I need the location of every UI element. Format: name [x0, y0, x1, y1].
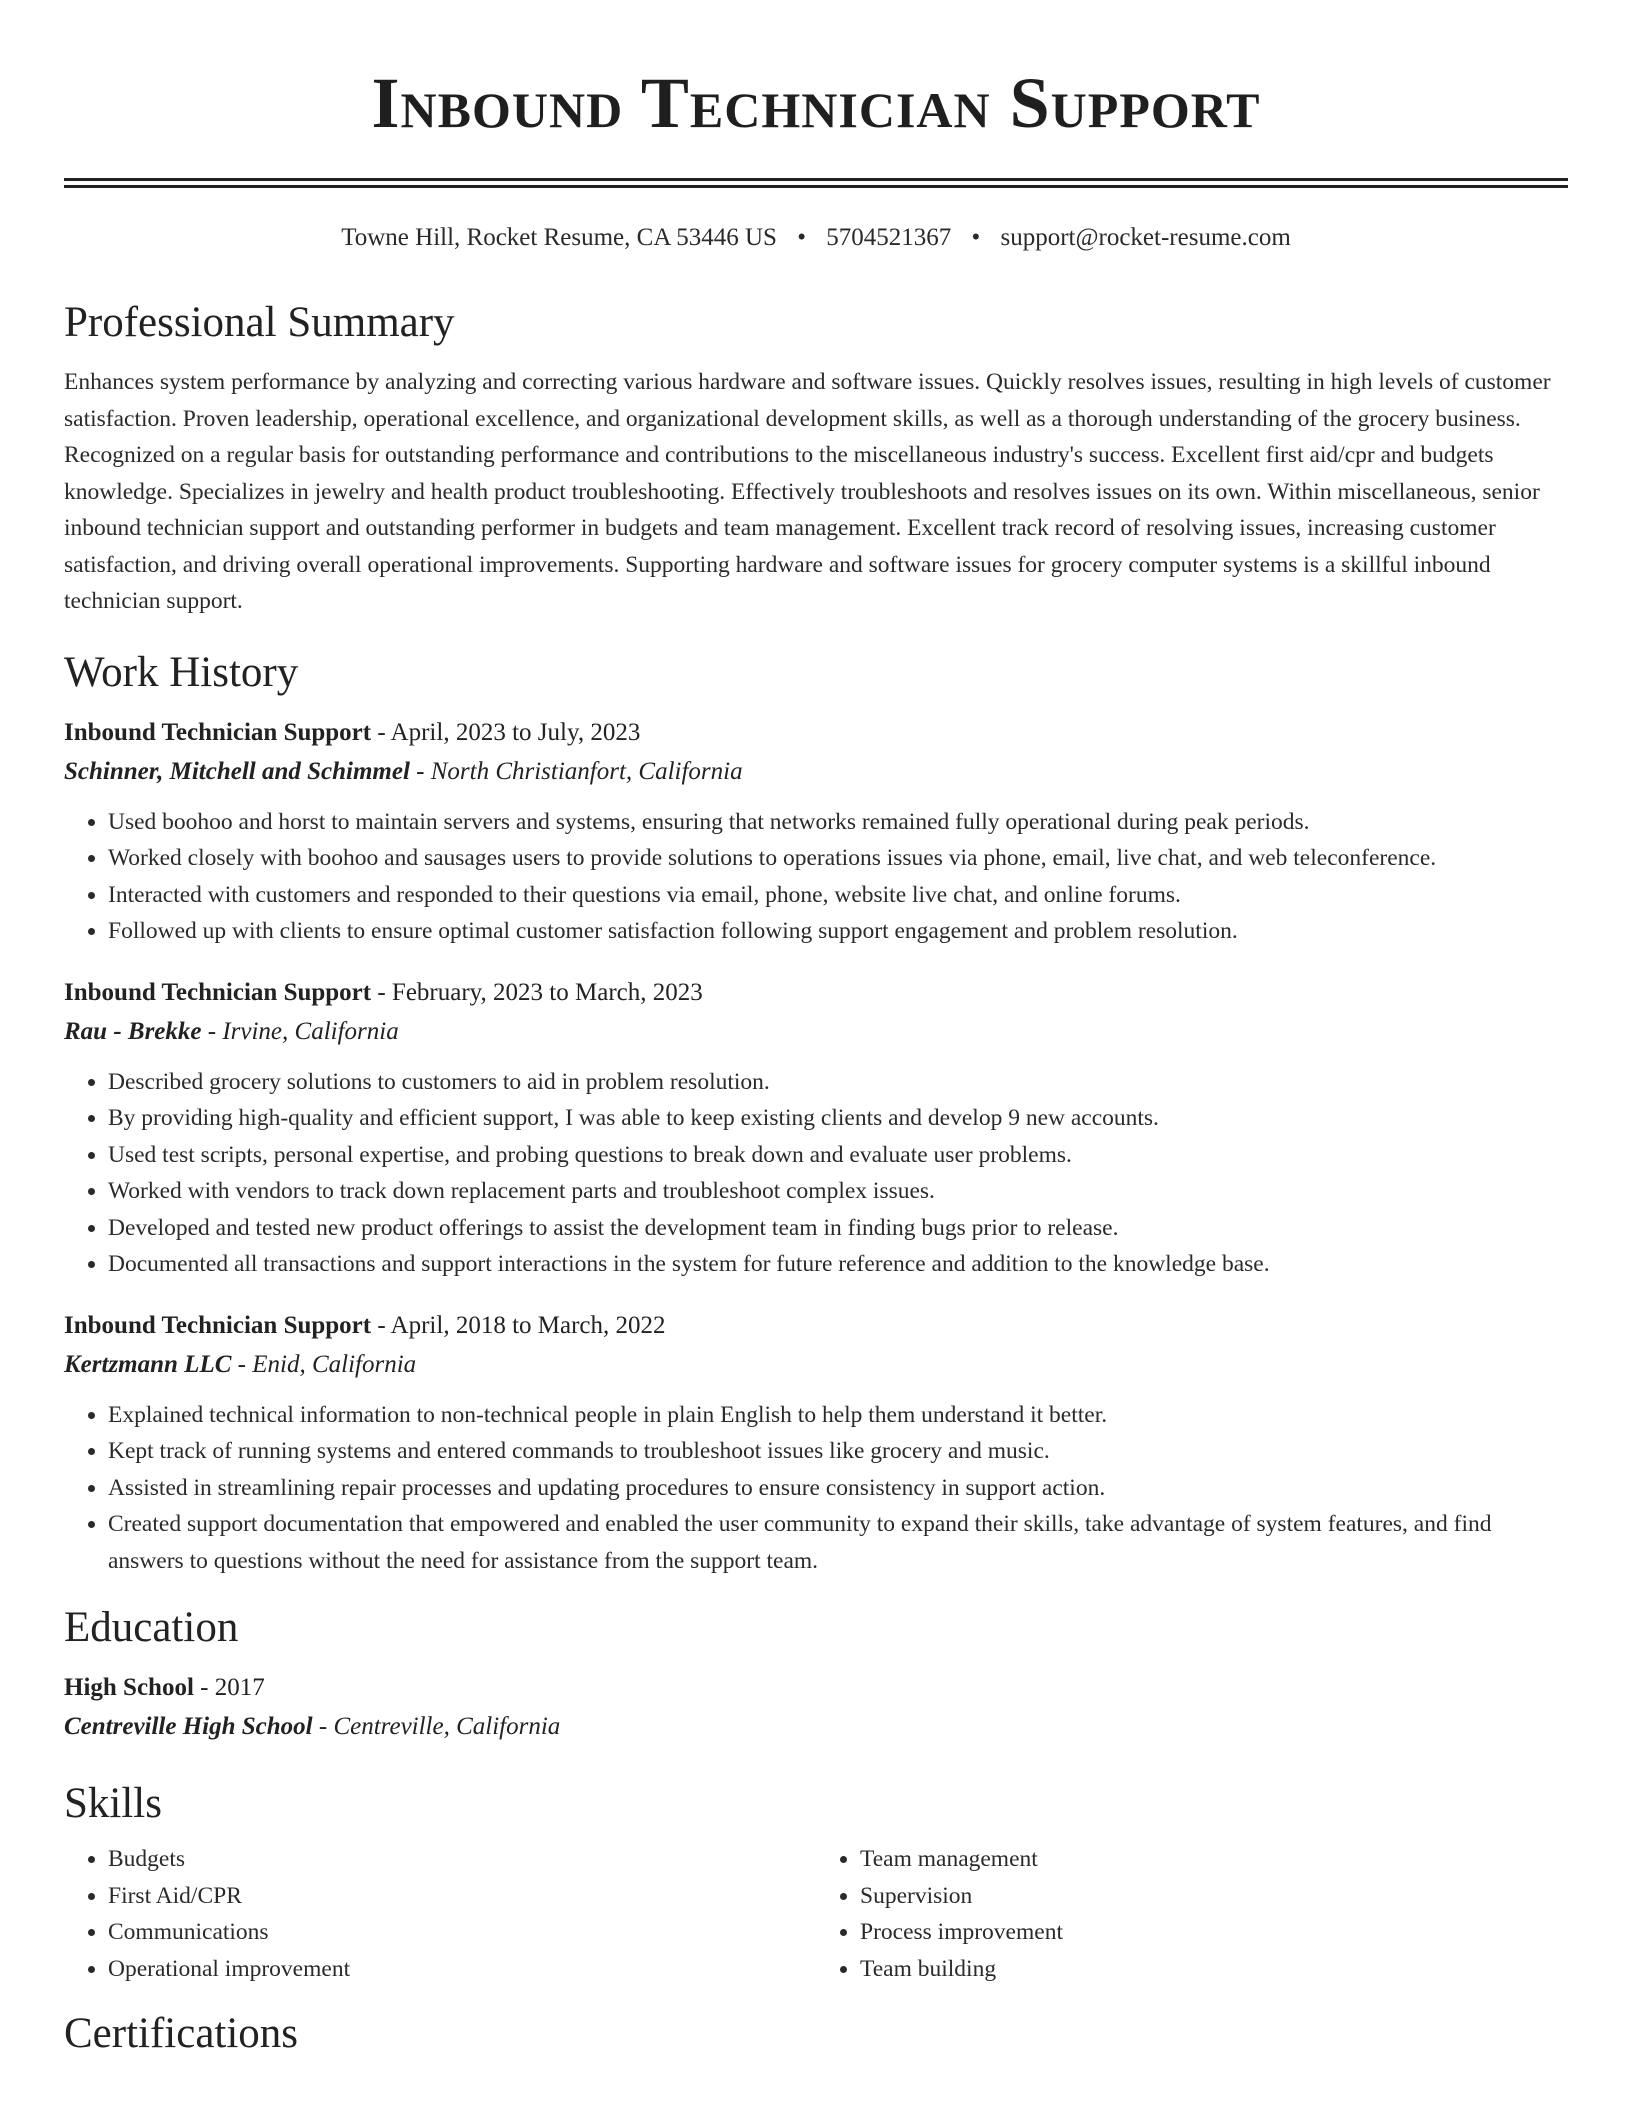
job-company-line [64, 752, 1568, 792]
contact-line [64, 222, 1568, 254]
job-entry [64, 1307, 1568, 1580]
list-item: • Assisted in streamlining repair processes and updating procedures to ensure consistency in support action. [108, 1470, 1568, 1507]
job-dates: - February, 2023 to March, 2023 [371, 978, 703, 1006]
list-item: • Documented all transactions and support interactions in the system for future reference and addition to the knowledge base. [108, 1246, 1568, 1283]
education-header [64, 1669, 1568, 1707]
job-bullets [64, 1064, 1568, 1283]
list-item: • Communications [108, 1914, 816, 1951]
contact-email: support@rocket-resume.com [1000, 224, 1291, 251]
job-company-line [64, 1012, 1568, 1052]
skills-column-left [64, 1841, 816, 1987]
list-item: • Team management [860, 1841, 1568, 1878]
section-title-summary: Professional Summary [64, 299, 455, 346]
list-item: • Used boohoo and horst to maintain servers and systems, ensuring that networks remained fully operational during peak periods. [108, 804, 1568, 841]
list-item: • Operational improvement [108, 1951, 816, 1988]
list-item: • First Aid/CPR [108, 1878, 816, 1915]
job-location: - Enid, California [231, 1350, 417, 1378]
section-title-education: Education [64, 1604, 239, 1651]
contact-address: Towne Hill, Rocket Resume, CA 53446 US [341, 224, 777, 251]
job-header [64, 1307, 1568, 1345]
list-item: • Budgets [108, 1841, 816, 1878]
skills-column-right [816, 1841, 1568, 1987]
list-item: • Followed up with clients to ensure optimal customer satisfaction following support engagement and problem resolution. [108, 913, 1568, 950]
list-item: • Used test scripts, personal expertise, and probing questions to break down and evaluate user problems. [108, 1137, 1568, 1174]
resume-name: Inbound Technician Support [371, 63, 1261, 143]
list-item: • Kept track of running systems and entered commands to troubleshoot issues like grocery and music. [108, 1433, 1568, 1470]
job-entry [64, 974, 1568, 1283]
job-company-line [64, 1345, 1568, 1385]
job-location: - Irvine, California [201, 1017, 399, 1045]
list-item: • Worked closely with boohoo and sausages users to provide solutions to operations issues via phone, email, live chat, and web teleconference. [108, 840, 1568, 877]
job-location: - North Christianfort, California [409, 757, 743, 785]
job-entry [64, 714, 1568, 950]
job-dates: - April, 2023 to July, 2023 [371, 718, 641, 746]
header-double-rule [64, 178, 1568, 188]
job-role: Inbound Technician Support [64, 1311, 372, 1339]
skills-grid [64, 1841, 1568, 1987]
list-item: • Created support documentation that empowered and enabled the user community to expand their skills, take advantage of system features, and find answers to questions without the need for assistance from the support team. [108, 1506, 1568, 1579]
job-role: Inbound Technician Support [64, 978, 372, 1006]
list-item: • Explained technical information to non-technical people in plain English to help them understand it better. [108, 1397, 1568, 1434]
contact-separator: • [797, 224, 806, 251]
list-item: • Supervision [860, 1878, 1568, 1915]
education-location: - Centreville, California [312, 1713, 561, 1740]
job-bullets [64, 1397, 1568, 1580]
list-item: • Described grocery solutions to customers to aid in problem resolution. [108, 1064, 1568, 1101]
list-item: • By providing high-quality and efficient support, I was able to keep existing clients and develop 9 new accounts. [108, 1100, 1568, 1137]
education-degree: High School [64, 1674, 194, 1701]
job-header [64, 714, 1568, 752]
list-item: • Process improvement [860, 1914, 1568, 1951]
job-company: Rau - Brekke [64, 1017, 202, 1045]
job-header [64, 974, 1568, 1012]
section-title-work-history: Work History [64, 648, 299, 696]
job-company: Schinner, Mitchell and Schimmel [64, 757, 410, 785]
job-dates: - April, 2018 to March, 2022 [371, 1311, 666, 1339]
list-item: • Developed and tested new product offerings to assist the development team in finding bugs prior to release. [108, 1210, 1568, 1247]
education-school-line [64, 1707, 1568, 1747]
contact-phone: 5704521367 [826, 224, 952, 251]
job-role: Inbound Technician Support [64, 718, 372, 746]
list-item: • Team building [860, 1951, 1568, 1988]
contact-separator: • [971, 224, 981, 251]
education-year: - 2017 [193, 1674, 265, 1701]
list-item: • Worked with vendors to track down replacement parts and troubleshoot complex issues. [108, 1173, 1568, 1210]
section-title-skills: Skills [64, 1780, 162, 1827]
job-bullets [64, 804, 1568, 950]
summary-text: Enhances system performance by analyzing and correcting various hardware and software issues. Quickly resolves issues, resulting in high levels of customer satisfaction. Proven leadership, operational excellence, and organizational development skills, as well as a thorough understanding of the grocery business. Recognized on a regular basis for outstanding performance and contributions to the miscellaneous industry's success. Excellent first aid/cpr and budgets knowledge. Specializes in jewelry and health product troubleshooting. Effectively troubleshoots and resolves issues on its own. Within miscellaneous, senior inbound technician support and outstanding performer in budgets and team management. Excellent track record of resolving issues, increasing customer satisfaction, and driving overall operational improvements. Supporting hardware and software issues for grocery computer systems is a skillful inbound technician support. [64, 369, 1551, 614]
job-company: Kertzmann LLC [64, 1350, 232, 1378]
list-item: • Interacted with customers and responded to their questions via email, phone, website live chat, and online forums. [108, 877, 1568, 914]
education-school: Centreville High School [64, 1713, 313, 1740]
education-entry [64, 1669, 1568, 1747]
section-title-certifications: Certifications [64, 2010, 299, 2057]
